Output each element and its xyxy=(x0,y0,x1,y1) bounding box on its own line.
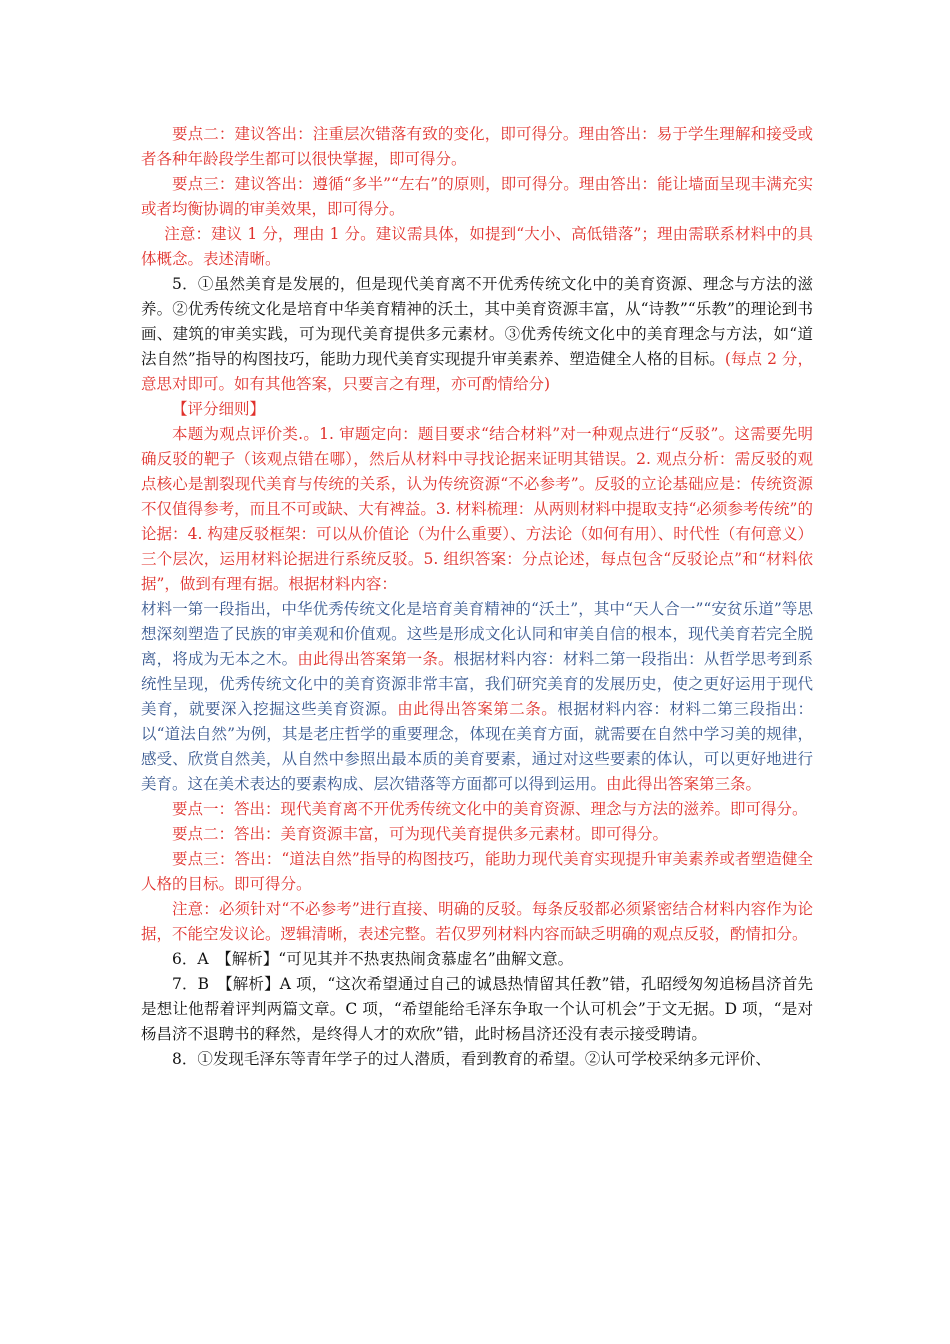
answer-one-conclusion: 由此得出答案第一条。 xyxy=(297,650,454,668)
question-6-answer: 6．A 【解析】“可见其并不热衷热闹贪慕虚名”曲解文意。 xyxy=(172,950,574,968)
point-three-criteria: 要点三：建议答出：遵循“多半”“左右”的原则，即可得分。理由答出：能让墙面呈现丰满充实或者均衡协调的审美效果，即可得分。 xyxy=(141,175,813,218)
point-two-criteria: 要点二：建议答出：注重层次错落有致的变化，即可得分。理由答出：易于学生理解和接受或者各种年龄段学生都可以很快掌握，即可得分。 xyxy=(141,125,813,168)
question-8-answer: 8．①发现毛泽东等青年学子的过人潜质，看到教育的希望。②认可学校采纳多元评价、 xyxy=(172,1050,771,1068)
material-one-analysis: 材料一第一段指出，中华优秀传统文化是培育美育精神的“沃土”，其中“天人合一”“安贫乐道”等思想深刻塑造了民族的审美观和价值观。这些是形成文化认同和审美自信的根本，现代美育若完全脱离，将成为无本之木。 xyxy=(141,600,813,668)
rubric-note: 注意：必须针对“不必参考”进行直接、明确的反驳。每条反驳都必须紧密结合材料内容作为论据，不能空发议论。逻辑清晰，表述完整。若仅罗列材料内容而缺乏明确的观点反驳，酌情扣分。 xyxy=(141,900,813,943)
rubric-body: 本题为观点评价类.。1. 审题定向：题目要求“结合材料”对一种观点进行“反驳”。这需要先明确反驳的靶子（该观点错在哪），然后从材料中寻找论据来证明其错误。2. 观点分析：需反驳的观点核心是割裂现代美育与传统的关系，认为传统资源“不必参考”。反驳的立论基础应是：传统资源不仅值得参考，而且不可或缺、大有裨益。3. 材料梳理：从两则材料中提取支持“必须参考传统”的论据：4. 构建反驳框架：可以从价值论（为什么重要）、方法论（如何有用）、时代性（有何意义） 三个层次，运用材料论据进行系统反驳。5. 组织答案：分点论述，每点包含“反驳论点”和“材料依据”，做到有理有据。根据材料内容： xyxy=(141,425,813,593)
key-point-one: 要点一：答出：现代美育离不开优秀传统文化中的美育资源、理念与方法的滋养。即可得分。 xyxy=(172,800,808,818)
key-point-two: 要点二：答出：美育资源丰富，可为现代美育提供多元素材。即可得分。 xyxy=(172,825,669,843)
question-5-note: (每点 2 分，意思对即可。如有其他答案，只要言之有理，亦可酌情给分) xyxy=(141,350,813,393)
answer-two-conclusion: 由此得出答案第二条。 xyxy=(397,700,558,718)
rubric-material-analysis xyxy=(141,597,813,797)
material-two-first-analysis: 根据材料内容：材料二第一段指出：从哲学思考到系统性呈现，优秀传统文化中的美育资源非常丰富，我们研究美育的发展历史，使之更好运用于现代美育，就要深入挖掘这些美育资源。 xyxy=(141,650,813,718)
question-5-answer xyxy=(141,272,813,397)
answer-three-conclusion: 由此得出答案第三条。 xyxy=(606,775,762,793)
question-7-answer: 7．B 【解析】A 项，“这次希望通过自己的诚恳热情留其任教”错，孔昭绶匆匆追杨昌济首先是想让他帮着评判两篇文章。C 项，“希望能给毛泽东争取一个认可机会”于文无据。D 项，“是对杨昌济不退聘书的释然，是终得人才的欢欣”错，此时杨昌济还没有表示接受聘请。 xyxy=(141,975,813,1043)
key-point-three: 要点三：答出：“道法自然”指导的构图技巧，能助力现代美育实现提升审美素养或者塑造健全人格的目标。即可得分。 xyxy=(141,850,813,893)
rubric-header: 【评分细则】 xyxy=(172,400,266,418)
scoring-note: 注意：建议 1 分，理由 1 分。建议需具体，如提到“大小、高低错落”；理由需联系材料中的具体概念。表述清晰。 xyxy=(141,225,813,268)
question-5-main: 5．①虽然美育是发展的，但是现代美育离不开优秀传统文化中的美育资源、理念与方法的滋养。②优秀传统文化是培育中华美育精神的沃土，其中美育资源丰富，从“诗教”“乐教”的理论到书画、建筑的审美实践，可为现代美育提供多元素材。③优秀传统文化中的美育理念与方法，如“道法自然”指导的构图技巧，能助力现代美育实现提升审美素养、塑造健全人格的目标。 xyxy=(141,275,813,368)
material-two-third-analysis: 根据材料内容：材料二第三段指出：以“道法自然”为例，其是老庄哲学的重要理念，体现在美育方面，就需要在自然中学习美的规律，感受、欣赏自然美，从自然中参照出最本质的美育要素，通过对这些要素的体认，可以更好地进行美育。这在美术表达的要素构成、层次错落等方面都可以得到运用。 xyxy=(141,700,813,793)
answer-key-page xyxy=(141,122,813,1072)
